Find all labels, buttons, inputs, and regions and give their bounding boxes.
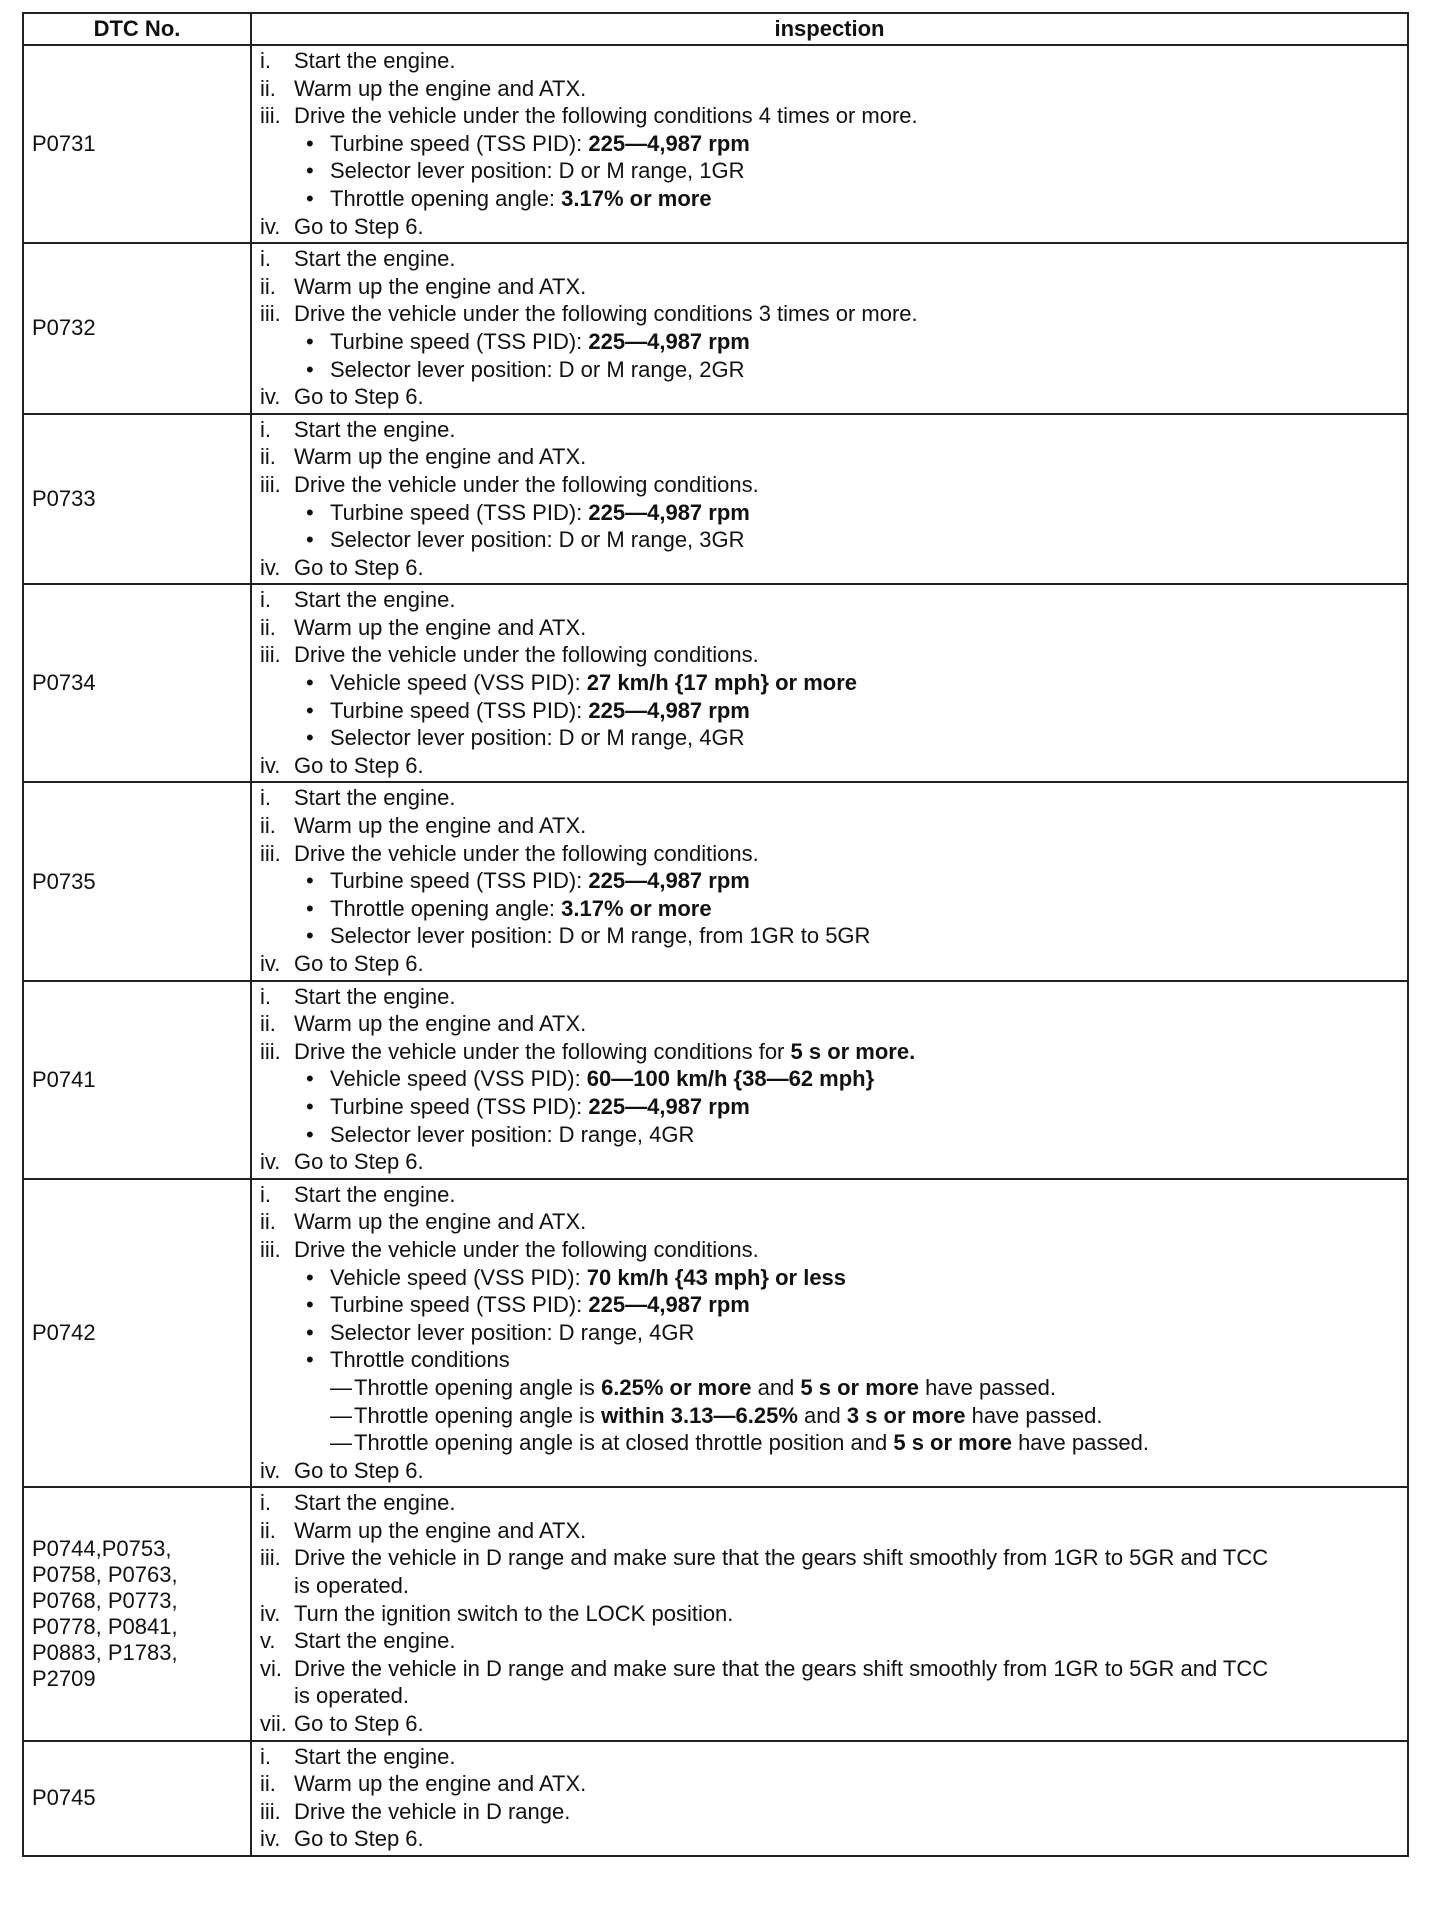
step-item — [260, 416, 1401, 444]
step-text: and — [797, 1402, 847, 1428]
table-row — [23, 981, 1408, 1179]
step-item — [260, 47, 1401, 75]
step-item — [260, 752, 1401, 780]
step-item — [260, 1600, 1401, 1628]
bullet-item — [260, 157, 1401, 185]
step-item — [260, 383, 1401, 411]
step-number: iii. — [260, 103, 281, 129]
step-item — [260, 1208, 1401, 1236]
bold-value: 27 km/h {17 mph} or more — [586, 670, 858, 696]
step-text: Warm up the engine and ATX. — [294, 614, 587, 640]
bullet-item — [260, 499, 1401, 527]
dtc-code: P0742 — [23, 1179, 251, 1488]
step-number: iii. — [260, 840, 281, 866]
step-item — [260, 1236, 1401, 1264]
step-text: Warm up the engine and ATX. — [294, 1209, 587, 1235]
step-text: is operated. — [294, 1683, 409, 1709]
step-text: Throttle opening angle is — [354, 1374, 602, 1400]
bullet-item — [260, 922, 1401, 950]
step-text: Start the engine. — [294, 785, 456, 811]
step-text: have passed. — [919, 1374, 1056, 1400]
step-text: Drive the vehicle under the following conditions. — [294, 642, 759, 668]
step-text: Warm up the engine and ATX. — [294, 1011, 587, 1037]
bold-value: 225—4,987 rpm — [588, 130, 750, 156]
step-text: Go to Step 6. — [294, 554, 424, 580]
step-text: have passed. — [965, 1402, 1103, 1428]
step-number: iv. — [260, 1457, 281, 1483]
step-text: Warm up the engine and ATX. — [294, 273, 587, 299]
step-item — [260, 1181, 1401, 1209]
step-number: i. — [260, 1490, 271, 1516]
step-number: ii. — [260, 1011, 276, 1037]
step-item — [260, 641, 1401, 669]
bold-value: within 3.13—6.25% — [601, 1402, 798, 1428]
step-item — [260, 443, 1401, 471]
step-text: Start the engine. — [294, 48, 456, 73]
step-text: Go to Step 6. — [294, 752, 424, 778]
step-text: Selector lever position: D range, 4GR — [330, 1319, 695, 1345]
step-text: Throttle opening angle: — [330, 895, 562, 921]
step-text: Drive the vehicle in D range and make sure that the gears shift smoothly from 1GR to 5GR and TCC — [294, 1545, 1269, 1571]
step-text: Warm up the engine and ATX. — [294, 813, 587, 839]
step-text: Throttle opening angle is — [354, 1402, 602, 1428]
bold-value: 225—4,987 rpm — [588, 499, 750, 525]
step-number: ii. — [260, 444, 276, 470]
step-item — [260, 213, 1401, 241]
table-row — [23, 243, 1408, 414]
step-text: Throttle conditions — [330, 1347, 510, 1373]
inspection-steps — [251, 981, 1408, 1179]
step-number: vii. — [260, 1711, 287, 1737]
step-text: Start the engine. — [294, 1181, 456, 1207]
inspection-steps — [251, 782, 1408, 980]
dash-item — [260, 1429, 1401, 1457]
step-item — [260, 1544, 1401, 1572]
step-text: Throttle opening angle is at closed throttle position and — [354, 1430, 894, 1456]
step-text: Drive the vehicle in D range. — [294, 1798, 571, 1824]
bullet-item — [260, 1346, 1401, 1374]
step-number: ii. — [260, 1771, 276, 1797]
bullet-item — [260, 1319, 1401, 1347]
step-number: iv. — [260, 951, 281, 976]
step-item — [260, 1010, 1401, 1038]
dash-item — [260, 1402, 1401, 1430]
step-number: i. — [260, 587, 271, 613]
step-item — [260, 614, 1401, 642]
step-text: Drive the vehicle under the following conditions for — [294, 1038, 791, 1064]
step-number: i. — [260, 416, 271, 442]
header-row — [23, 13, 1408, 45]
dash-item — [260, 1374, 1401, 1402]
step-item — [260, 1710, 1401, 1738]
step-text: Turn the ignition switch to the LOCK position. — [294, 1600, 734, 1626]
step-text: Vehicle speed (VSS PID): — [330, 670, 587, 696]
dtc-code: P0744,P0753, P0758, P0763, P0768, P0773, P0778, P0841, P0883, P1783, P2709 — [23, 1487, 251, 1740]
step-text: Selector lever position: D or M range, from 1GR to 5GR — [330, 923, 871, 949]
step-text: Vehicle speed (VSS PID): — [330, 1066, 587, 1092]
table-row — [23, 45, 1408, 243]
step-text: Selector lever position: D or M range, 2GR — [330, 356, 745, 382]
step-text: Drive the vehicle under the following conditions. — [294, 840, 759, 866]
table-row — [23, 782, 1408, 980]
step-number: iii. — [260, 642, 281, 668]
header-dtc-no: DTC No. — [23, 13, 251, 45]
step-item — [260, 1743, 1401, 1771]
bold-value: 6.25% or more — [601, 1374, 752, 1400]
step-number: i. — [260, 1743, 271, 1769]
step-number: ii. — [260, 75, 276, 101]
bullet-item — [260, 356, 1401, 384]
step-item — [260, 950, 1401, 978]
step-number: iii. — [260, 301, 281, 327]
step-text: Selector lever position: D or M range, 3GR — [330, 527, 745, 553]
step-number: v. — [260, 1628, 276, 1654]
table-row — [23, 1179, 1408, 1488]
step-item — [260, 245, 1401, 273]
bullet-item — [260, 895, 1401, 923]
header-inspection: inspection — [251, 13, 1408, 45]
step-text: Warm up the engine and ATX. — [294, 1771, 587, 1797]
bold-value: 5 s or more — [893, 1430, 1012, 1456]
bold-value: 225—4,987 rpm — [588, 1292, 750, 1318]
step-number: iii. — [260, 1038, 281, 1064]
table-row — [23, 1741, 1408, 1856]
inspection-steps — [251, 584, 1408, 782]
step-number: iv. — [260, 1149, 281, 1175]
inspection-steps — [251, 1741, 1408, 1856]
step-item — [260, 102, 1401, 130]
step-number: i. — [260, 983, 271, 1009]
step-item — [260, 1457, 1401, 1485]
step-number: iii. — [260, 471, 281, 497]
step-text: Start the engine. — [294, 1490, 456, 1516]
step-number: iv. — [260, 1826, 281, 1852]
step-text: Turbine speed (TSS PID): — [330, 499, 589, 525]
table-row — [23, 1487, 1408, 1740]
step-number: iii. — [260, 1236, 281, 1262]
step-text: Go to Step 6. — [294, 213, 424, 239]
bold-value: 5 s or more. — [790, 1038, 916, 1064]
step-text: Throttle opening angle: — [330, 185, 562, 211]
bold-value: 225—4,987 rpm — [588, 328, 750, 354]
bold-value: 3.17% or more — [561, 895, 712, 921]
step-number: iv. — [260, 1600, 281, 1626]
bullet-item — [260, 1291, 1401, 1319]
step-text: Drive the vehicle under the following conditions. — [294, 471, 759, 497]
step-text: Selector lever position: D or M range, 1GR — [330, 158, 745, 184]
step-text: Start the engine. — [294, 246, 456, 272]
step-text: Drive the vehicle under the following conditions 4 times or more. — [294, 103, 918, 129]
step-text: Go to Step 6. — [294, 951, 424, 976]
step-text: Turbine speed (TSS PID): — [330, 697, 589, 723]
step-text: Go to Step 6. — [294, 1457, 424, 1483]
step-item — [260, 273, 1401, 301]
bullet-item — [260, 526, 1401, 554]
table-row — [23, 584, 1408, 782]
bold-value: 225—4,987 rpm — [588, 1093, 750, 1119]
step-text: Go to Step 6. — [294, 384, 424, 410]
step-continuation — [260, 1572, 1401, 1600]
inspection-steps — [251, 243, 1408, 414]
step-text: Start the engine. — [294, 1743, 456, 1769]
step-text: Drive the vehicle under the following conditions. — [294, 1236, 759, 1262]
step-text: Selector lever position: D or M range, 4GR — [330, 725, 745, 751]
dtc-code: P0731 — [23, 45, 251, 243]
bold-value: 70 km/h {43 mph} or less — [586, 1264, 847, 1290]
bullet-item — [260, 1264, 1401, 1292]
inspection-steps — [251, 1487, 1408, 1740]
step-number: ii. — [260, 1209, 276, 1235]
inspection-steps — [251, 45, 1408, 243]
bold-value: 3 s or more — [846, 1402, 966, 1428]
step-number: iv. — [260, 384, 281, 410]
step-item — [260, 1038, 1401, 1066]
inspection-steps — [251, 1179, 1408, 1488]
bullet-item — [260, 130, 1401, 158]
bullet-item — [260, 1065, 1401, 1093]
step-item — [260, 840, 1401, 868]
step-item — [260, 1798, 1401, 1826]
step-item — [260, 1517, 1401, 1545]
bullet-item — [260, 867, 1401, 895]
step-text: Vehicle speed (VSS PID): — [330, 1264, 587, 1290]
bold-value: 5 s or more — [800, 1374, 920, 1400]
step-text: Warm up the engine and ATX. — [294, 75, 587, 101]
step-item — [260, 812, 1401, 840]
step-item — [260, 471, 1401, 499]
step-number: ii. — [260, 614, 276, 640]
step-number: i. — [260, 785, 271, 811]
bullet-item — [260, 1121, 1401, 1149]
step-item — [260, 1770, 1401, 1798]
step-text: Go to Step 6. — [294, 1826, 424, 1852]
bold-value: 60—100 km/h {38—62 mph} — [586, 1066, 875, 1092]
dtc-code: P0741 — [23, 981, 251, 1179]
step-item — [260, 784, 1401, 812]
step-number: iv. — [260, 752, 281, 778]
dtc-code: P0733 — [23, 414, 251, 585]
step-text: Turbine speed (TSS PID): — [330, 1093, 589, 1119]
bullet-item — [260, 669, 1401, 697]
table-body — [23, 45, 1408, 1856]
step-continuation — [260, 1682, 1401, 1710]
step-number: iii. — [260, 1545, 281, 1571]
inspection-steps — [251, 414, 1408, 585]
bullet-item — [260, 1093, 1401, 1121]
step-text: Turbine speed (TSS PID): — [330, 868, 589, 894]
dtc-code: P0732 — [23, 243, 251, 414]
step-text: Go to Step 6. — [294, 1149, 424, 1175]
step-item — [260, 586, 1401, 614]
step-text: Start the engine. — [294, 1628, 456, 1654]
step-number: iv. — [260, 213, 281, 239]
bullet-item — [260, 328, 1401, 356]
bullet-item — [260, 724, 1401, 752]
step-number: i. — [260, 1181, 271, 1207]
bullet-item — [260, 185, 1401, 213]
step-item — [260, 1627, 1401, 1655]
step-text: have passed. — [1011, 1430, 1149, 1456]
step-text: Drive the vehicle in D range and make sure that the gears shift smoothly from 1GR to 5GR and TCC — [294, 1655, 1269, 1681]
dtc-code: P0745 — [23, 1741, 251, 1856]
step-text: Warm up the engine and ATX. — [294, 1517, 587, 1543]
bold-value: 3.17% or more — [561, 185, 712, 211]
step-text: Start the engine. — [294, 983, 456, 1009]
step-number: ii. — [260, 813, 276, 839]
step-item — [260, 1825, 1401, 1853]
step-item — [260, 75, 1401, 103]
step-number: i. — [260, 48, 271, 73]
bold-value: 225—4,987 rpm — [588, 697, 750, 723]
step-item — [260, 1655, 1401, 1683]
step-text: and — [751, 1374, 801, 1400]
step-text: Drive the vehicle under the following conditions 3 times or more. — [294, 301, 918, 327]
step-number: ii. — [260, 273, 276, 299]
step-item — [260, 300, 1401, 328]
bold-value: 225—4,987 rpm — [588, 868, 750, 894]
step-text: Go to Step 6. — [294, 1711, 424, 1737]
step-text: Selector lever position: D range, 4GR — [330, 1121, 695, 1147]
step-text: Warm up the engine and ATX. — [294, 444, 587, 470]
step-text: Start the engine. — [294, 416, 456, 442]
step-number: ii. — [260, 1517, 276, 1543]
step-text: is operated. — [294, 1573, 409, 1599]
step-item — [260, 554, 1401, 582]
dtc-code: P0734 — [23, 584, 251, 782]
dtc-inspection-table — [22, 12, 1409, 1857]
step-item — [260, 1489, 1401, 1517]
step-item — [260, 983, 1401, 1011]
step-number: vi. — [260, 1655, 282, 1681]
step-item — [260, 1148, 1401, 1176]
bullet-item — [260, 697, 1401, 725]
dtc-code: P0735 — [23, 782, 251, 980]
table-row — [23, 414, 1408, 585]
step-text: Turbine speed (TSS PID): — [330, 1292, 589, 1318]
step-text: Turbine speed (TSS PID): — [330, 130, 589, 156]
step-text: Turbine speed (TSS PID): — [330, 328, 589, 354]
step-text: Start the engine. — [294, 587, 456, 613]
step-number: iii. — [260, 1798, 281, 1824]
step-number: iv. — [260, 554, 281, 580]
step-number: i. — [260, 246, 271, 272]
